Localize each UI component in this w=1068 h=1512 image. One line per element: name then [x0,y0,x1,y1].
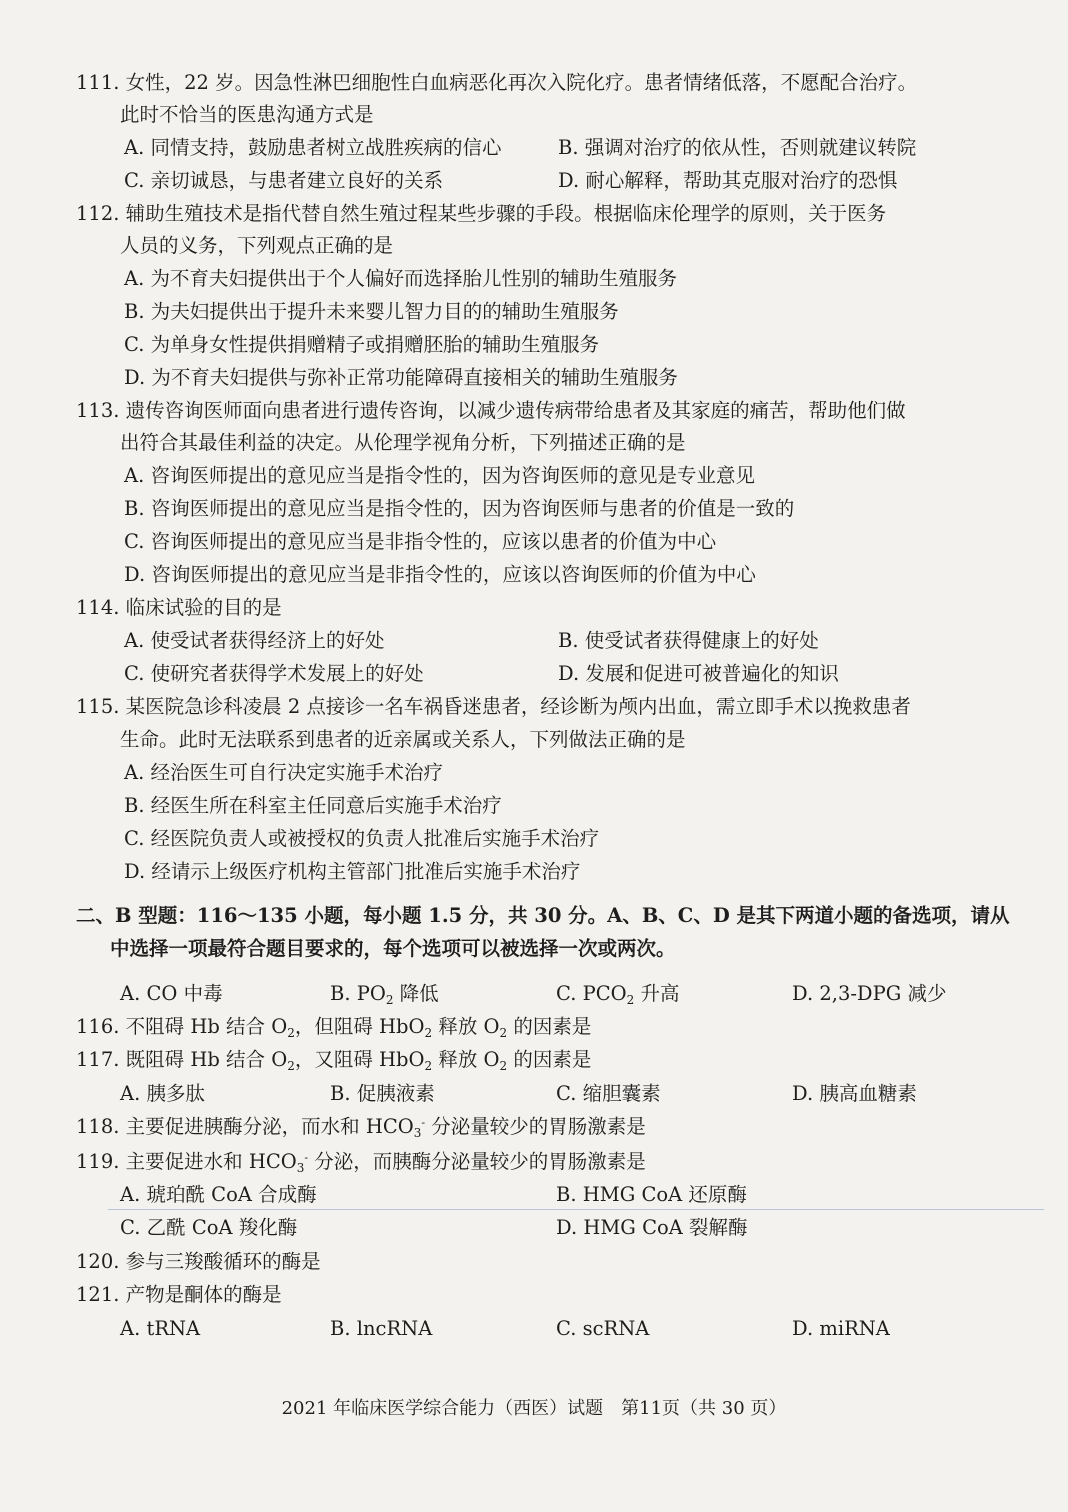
q115-option-a: A. 经治医生可自行决定实施手术治疗 [124,761,443,784]
g4-option-b: B. lncRNA [330,1317,433,1340]
page-footer: 2021 年临床医学综合能力（西医）试题 第11页（共 30 页） [281,1398,787,1419]
g1-option-c: C. $PCO_2$ 升高 [556,982,680,1007]
g1-option-b: B. $PO_2$ 降低 [330,982,439,1007]
g4-option-c: C. scRNA [556,1317,650,1340]
g3-option-b: B. HMG CoA 还原酶 [556,1183,747,1206]
q111-option-c: C. 亲切诚恳，与患者建立良好的关系 [124,169,444,192]
q111-option-a: A. 同情支持，鼓励患者树立战胜疾病的信心 [124,136,502,159]
g2-option-c: C. 缩胆囊素 [556,1082,661,1105]
section-heading-cont: 中选择一项最符合题目要求的，每个选项可以被选择一次或两次。 [110,937,676,960]
g3-option-d: D. HMG CoA 裂解酶 [556,1216,748,1239]
q113-stem-cont: 出符合其最佳利益的决定。从伦理学视角分析，下列描述正确的是 [120,431,686,454]
q118-stem: 118. 主要促进胰酶分泌，而水和 $HCO_3^-$ 分泌量较少的胃肠激素是 [76,1115,646,1140]
q112-option-d: D. 为不育夫妇提供与弥补正常功能障碍直接相关的辅助生殖服务 [124,366,678,389]
q115-option-d: D. 经请示上级医疗机构主管部门批准后实施手术治疗 [124,860,581,883]
q119-stem: 119. 主要促进水和 $HCO_3^-$ 分泌，而胰酶分泌量较少的胃肠激素是 [76,1150,646,1175]
g1-option-d: D. 2,3-DPG 减少 [792,982,947,1005]
q114-option-c: C. 使研究者获得学术发展上的好处 [124,662,424,685]
q114-stem: 114. 临床试验的目的是 [76,596,282,619]
q114-option-d: D. 发展和促进可被普遍化的知识 [558,662,839,685]
q115-stem-cont: 生命。此时无法联系到患者的近亲属或关系人，下列做法正确的是 [120,728,686,751]
q113-option-d: D. 咨询医师提出的意见应当是非指令性的，应该以咨询医师的价值为中心 [124,563,756,586]
g2-option-d: D. 胰高血糖素 [792,1082,917,1105]
q116-stem: 116. 不阻碍 Hb 结合 $O_2$，但阻碍 HbO$_2$ 释放 $O_2$ 的因素是 [76,1015,592,1040]
q120-stem: 120. 参与三羧酸循环的酶是 [76,1250,321,1273]
q112-option-a: A. 为不育夫妇提供出于个人偏好而选择胎儿性别的辅助生殖服务 [124,267,677,290]
q117-stem: 117. 既阻碍 Hb 结合 $O_2$，又阻碍 HbO$_2$ 释放 $O_2$ 的因素是 [76,1048,592,1073]
q115-stem: 115. 某医院急诊科凌晨 2 点接诊一名车祸昏迷患者，经诊断为颅内出血，需立即手术以挽救患者 [76,695,911,718]
q112-stem-cont: 人员的义务，下列观点正确的是 [120,234,394,257]
q121-stem: 121. 产物是酮体的酶是 [76,1283,282,1306]
scan-line-divider [108,1209,1044,1210]
g4-option-d: D. miRNA [792,1317,890,1340]
q115-option-c: C. 经医院负责人或被授权的负责人批准后实施手术治疗 [124,827,600,850]
g2-option-a: A. 胰多肽 [120,1082,205,1105]
g3-option-c: C. 乙酰 CoA 羧化酶 [120,1216,298,1239]
q112-stem: 112. 辅助生殖技术是指代替自然生殖过程某些步骤的手段。根据临床伦理学的原则，关于医务 [76,202,887,225]
g2-option-b: B. 促胰液素 [330,1082,435,1105]
q113-option-c: C. 咨询医师提出的意见应当是非指令性的，应该以患者的价值为中心 [124,530,717,553]
q112-option-b: B. 为夫妇提供出于提升未来婴儿智力目的的辅助生殖服务 [124,300,619,323]
q113-option-b: B. 咨询医师提出的意见应当是指令性的，因为咨询医师与患者的价值是一致的 [124,497,795,520]
q111-stem-cont: 此时不恰当的医患沟通方式是 [120,103,374,126]
q111-option-b: B. 强调对治疗的依从性，否则就建议转院 [558,136,917,159]
q114-option-a: A. 使受试者获得经济上的好处 [124,629,385,652]
q114-option-b: B. 使受试者获得健康上的好处 [558,629,819,652]
g3-option-a: A. 琥珀酰 CoA 合成酶 [120,1183,317,1206]
section-heading: 二、B 型题：116～135 小题，每小题 1.5 分，共 30 分。A、B、C、D 是其下两道小题的备选项，请从 [76,904,1010,927]
g4-option-a: A. tRNA [120,1317,201,1340]
q113-option-a: A. 咨询医师提出的意见应当是指令性的，因为咨询医师的意见是专业意见 [124,464,755,487]
g1-option-a: A. CO 中毒 [120,982,223,1005]
q111-stem: 111. 女性，22 岁。因急性淋巴细胞性白血病恶化再次入院化疗。患者情绪低落，不愿配合治疗。 [76,71,918,94]
q111-option-d: D. 耐心解释，帮助其克服对治疗的恐惧 [558,169,898,192]
q115-option-b: B. 经医生所在科室主任同意后实施手术治疗 [124,794,502,817]
q112-option-c: C. 为单身女性提供捐赠精子或捐赠胚胎的辅助生殖服务 [124,333,600,356]
q113-stem: 113. 遗传咨询医师面向患者进行遗传咨询，以减少遗传病带给患者及其家庭的痛苦，帮助他们做 [76,399,906,422]
